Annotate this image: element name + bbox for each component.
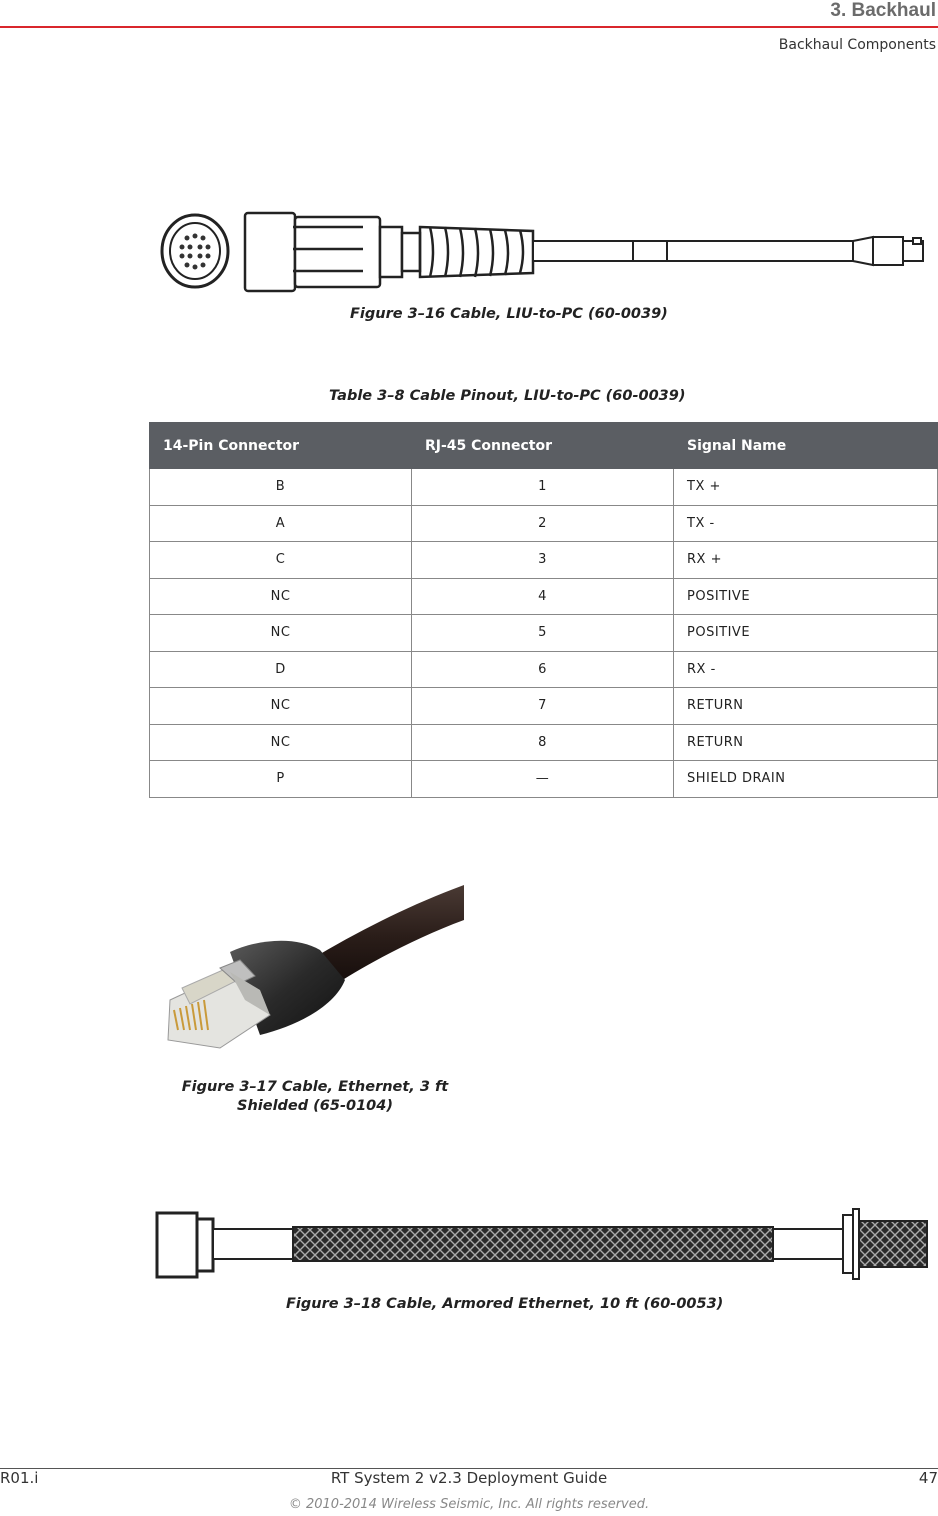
cell-signal: RX +	[674, 542, 938, 579]
table-caption: Table 3–8 Cable Pinout, LIU-to-PC (60-0039)	[329, 388, 686, 404]
cell-signal: RETURN	[674, 688, 938, 725]
cell-signal: SHIELD DRAIN	[674, 761, 938, 798]
cell-rj45: 7	[412, 688, 674, 725]
cell-rj45: 6	[412, 651, 674, 688]
table-header-row	[150, 423, 938, 469]
cell-rj45: 2	[412, 505, 674, 542]
table-row	[150, 615, 938, 652]
footer-title: RT System 2 v2.3 Deployment Guide	[330, 1469, 608, 1487]
col-header-signal: Signal Name	[674, 423, 938, 469]
section-title: Backhaul Components	[778, 37, 936, 53]
cell-rj45: 5	[412, 615, 674, 652]
cell-signal: RX -	[674, 651, 938, 688]
connector-body-drawing	[245, 213, 420, 291]
footer-page-number: 47	[918, 1469, 938, 1487]
figure-17-caption-line1: Figure 3–17 Cable, Ethernet, 3 ft	[181, 1079, 449, 1095]
connector-face-drawing	[162, 215, 228, 287]
table-row	[150, 651, 938, 688]
cell-rj45: —	[412, 761, 674, 798]
table-row	[150, 469, 938, 506]
figure-17-caption	[150, 1078, 480, 1116]
cell-rj45: 4	[412, 578, 674, 615]
cell-rj45: 1	[412, 469, 674, 506]
figure-18-caption: Figure 3–18 Cable, Armored Ethernet, 10 ft (60-0053)	[286, 1296, 724, 1312]
table-row	[150, 724, 938, 761]
cell-14pin: P	[150, 761, 412, 798]
col-header-14pin: 14-Pin Connector	[150, 423, 412, 469]
cell-14pin: A	[150, 505, 412, 542]
footer-revision: R01.i	[0, 1469, 39, 1487]
cell-rj45: 3	[412, 542, 674, 579]
cell-signal: TX +	[674, 469, 938, 506]
cell-14pin: D	[150, 651, 412, 688]
table-row	[150, 505, 938, 542]
table-row	[150, 542, 938, 579]
pinout-table	[149, 422, 938, 798]
cell-14pin: NC	[150, 615, 412, 652]
col-header-rj45: RJ-45 Connector	[412, 423, 674, 469]
armored-left-connector-drawing	[157, 1213, 213, 1277]
cell-14pin: NC	[150, 724, 412, 761]
cell-14pin: NC	[150, 688, 412, 725]
cell-signal: RETURN	[674, 724, 938, 761]
cable-sleeve-left	[213, 1229, 293, 1259]
cell-14pin: B	[150, 469, 412, 506]
cell-14pin: NC	[150, 578, 412, 615]
header-rule	[0, 26, 938, 28]
table-row	[150, 688, 938, 725]
figure-17-caption-line2: Shielded (65-0104)	[237, 1098, 393, 1114]
cable-sleeve-right	[773, 1229, 843, 1259]
braided-armor-drawing	[293, 1227, 773, 1261]
armored-right-connector-drawing	[843, 1209, 927, 1279]
table-row	[150, 761, 938, 798]
strain-relief-drawing	[420, 227, 533, 277]
cell-signal: POSITIVE	[674, 615, 938, 652]
figure-ethernet-cable-photo	[160, 880, 464, 1060]
figure-armored-ethernet-cable	[155, 1205, 933, 1283]
cell-signal: TX -	[674, 505, 938, 542]
rj45-plug-drawing	[853, 237, 923, 265]
footer-copyright: © 2010-2014 Wireless Seismic, Inc. All rights reserved.	[288, 1497, 650, 1512]
cable-drawing	[533, 241, 853, 261]
cell-rj45: 8	[412, 724, 674, 761]
table-row	[150, 578, 938, 615]
chapter-title: 3. Backhaul	[830, 0, 936, 21]
figure-liu-to-pc-cable	[155, 205, 930, 295]
cell-signal: POSITIVE	[674, 578, 938, 615]
cell-14pin: C	[150, 542, 412, 579]
figure-16-caption: Figure 3–16 Cable, LIU-to-PC (60-0039)	[350, 306, 668, 322]
